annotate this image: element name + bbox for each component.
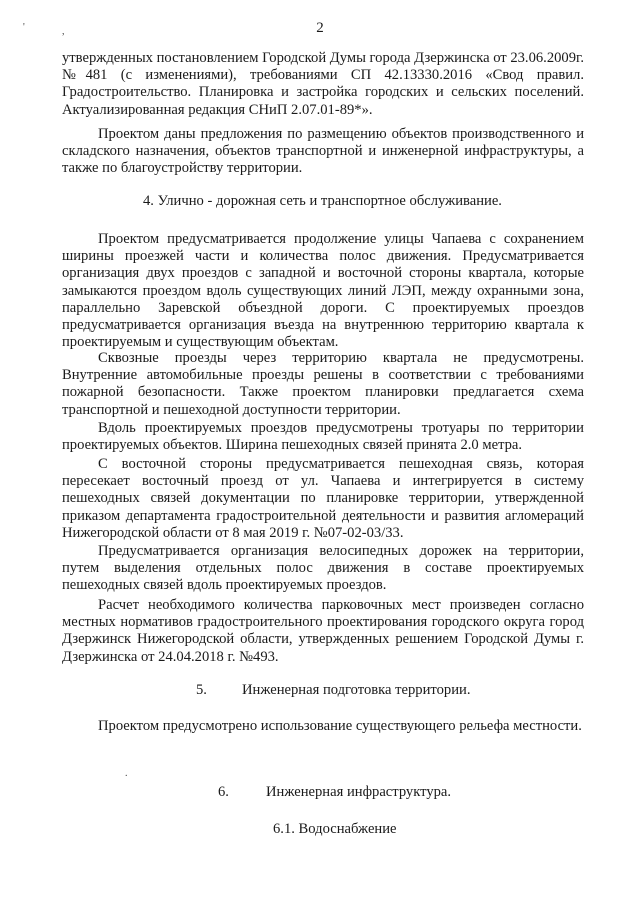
section-4-paragraph: Предусматривается организация велосипедных дорожек на территории, путем выделения отдельных полос движения в составе проектируемых пешеходных связей вдоль проектируемых проездов.	[62, 543, 584, 594]
page-number: 2	[316, 20, 324, 36]
intro-paragraph: Проектом даны предложения по размещению объектов производственного и складского назначения, объектов транспортной и инженерной инфраструктуры, а также по благоустройству территории.	[62, 126, 584, 177]
scan-mark: ,	[62, 26, 65, 37]
scan-mark: '	[23, 22, 25, 33]
section-4-paragraph: Вдоль проектируемых проездов предусмотрены тротуары по территории проектируемых объектов. Ширина пешеходных связей принята 2.0 метра.	[62, 420, 584, 454]
section-5-paragraph: Проектом предусмотрено использование существующего рельефа местности.	[98, 718, 582, 734]
section-6-number: 6.	[218, 784, 229, 800]
section-4-paragraph: Расчет необходимого количества парковочных мест произведен согласно местных нормативов градостроительного проектирования городского округа город Дзержинск Нижегородской области, утвержденных решением Городской Думы г. Дзержинска от 24.04.2018 г. №493.	[62, 597, 584, 665]
section-4-paragraph: Сквозные проезды через территорию квартала не предусмотрены. Внутренние автомобильные проезды решены в соответствии с требованиями пожарной безопасности. Также проектом планировки предлагается схема транспортной и пешеходной доступности территории.	[62, 350, 584, 418]
scan-mark: .	[125, 768, 128, 779]
intro-continuation: утвержденных постановлением Городской Думы города Дзержинска от 23.06.2009г. №481 (с изменениями), требованиями СП 42.13330.2016 «Свод правил. Градостроительство. Планировка и застройка городских и сельских поселений. Актуализированная редакция СНиП 2.07.01-89*».	[62, 50, 584, 118]
section-5-number: 5.	[196, 682, 207, 698]
section-4-heading: 4. Улично - дорожная сеть и транспортное обслуживание.	[143, 193, 502, 209]
section-6-title: Инженерная инфраструктура.	[266, 784, 452, 800]
subsection-6-1-heading: 6.1. Водоснабжение	[273, 821, 397, 837]
section-4-paragraph: Проектом предусматривается продолжение улицы Чапаева с сохранением ширины проезжей части и количества полос движения. Предусматривается организация двух проездов с западной и восточной стороны квартала, которые замыкаются проездом вдоль существующих линий ЛЭП, между охранными зона, параллельно Заревской объездной дороги. С проектируемых проездов предусматривается организация въезда на внутреннюю территорию квартала к проектируемым и существующим объектам.	[62, 231, 584, 351]
section-4-paragraph: С восточной стороны предусматривается пешеходная связь, которая пересекает восточный проезд от ул. Чапаева и интегрируется в систему пешеходных связей документации по планировке территории, утвержденной приказом департамента градостроительной деятельности и развития агломераций Нижегородской области от 8 мая 2019 г. №07-02-03/33.	[62, 456, 584, 541]
section-5-title: Инженерная подготовка территории.	[242, 682, 471, 698]
